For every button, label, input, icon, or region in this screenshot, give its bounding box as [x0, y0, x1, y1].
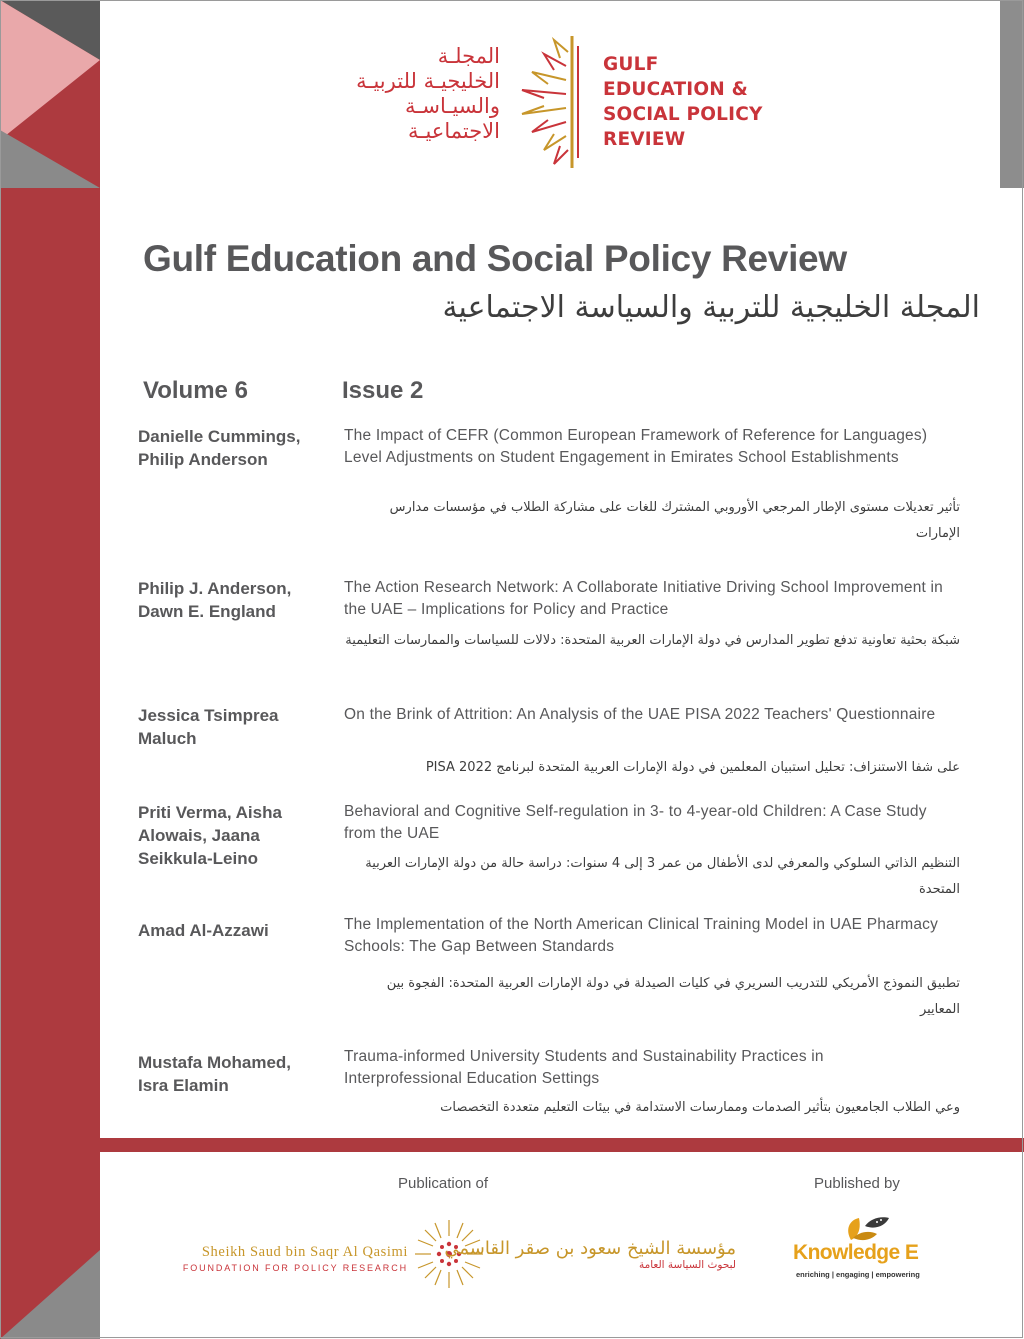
- ssq-subtitle-en: FOUNDATION FOR POLICY RESEARCH: [182, 1263, 408, 1273]
- left-red-band: [0, 0, 100, 1339]
- article-authors: Philip J. Anderson, Dawn E. England: [138, 579, 292, 621]
- publication-of-label: Publication of: [398, 1175, 489, 1192]
- article-authors: Danielle Cummings, Philip Anderson: [138, 427, 301, 469]
- article-title-ar[interactable]: تأثير تعديلات مستوى الإطار المرجعي الأوروبي المشترك للغات على مشاركة الطلاب في مؤسسات مدارس الإمارات: [389, 500, 960, 541]
- gray-accent-right: [1000, 0, 1024, 188]
- published-by-label: Published by: [814, 1175, 900, 1192]
- article-title-en[interactable]: Trauma-informed University Students and Sustainability Practices in Interprofessional Education Settings: [344, 1048, 824, 1087]
- volume-label: Volume 6: [143, 377, 248, 404]
- article-authors: Jessica Tsimprea Maluch: [138, 706, 279, 748]
- article-title-ar[interactable]: التنظيم الذاتي السلوكي والمعرفي لدى الأطفال من عمر 3 إلى 4 سنوات: دراسة حالة من دولة الإمارات العربية المتحدة: [365, 856, 960, 897]
- journal-emblem-icon: [508, 32, 600, 172]
- journal-name-arabic: المجلـة الخليجيـة للتربيـة والسيـاسـة الاجتماعيـة: [356, 44, 500, 143]
- article-title-ar[interactable]: على شفا الاستنزاف: تحليل استبيان المعلمين في دولة الإمارات العربية المتحدة لبرنامج PISA 2022: [425, 760, 960, 775]
- journal-name-english: GULF EDUCATION & SOCIAL POLICY REVIEW: [603, 54, 763, 150]
- knowledge-e-tagline: enriching | engaging | empowering: [796, 1270, 920, 1279]
- ssq-logo-english: [172, 1244, 408, 1273]
- article-title-en[interactable]: The Action Research Network: A Collaborate Initiative Driving School Improvement in the UAE – Implications for Policy and Practice: [344, 579, 943, 618]
- article-title-ar[interactable]: شبكة بحثية تعاونية تدفع تطوير المدارس في دولة الإمارات العربية المتحدة: دلالات للسياسات والممارسات التعليمية: [345, 633, 960, 648]
- article-authors: Priti Verma, Aisha Alowais, Jaana Seikkula-Leino: [138, 803, 282, 868]
- article-title-en[interactable]: On the Brink of Attrition: An Analysis of the UAE PISA 2022 Teachers' Questionnaire: [344, 706, 936, 723]
- article-authors: Mustafa Mohamed, Isra Elamin: [138, 1053, 292, 1095]
- article-title-ar[interactable]: وعي الطلاب الجامعيون بتأثير الصدمات وممارسات الاستدامة في بيئات التعليم متعددة التخصصات: [440, 1100, 960, 1115]
- ssq-name-en: Sheikh Saud bin Saqr Al Qasimi: [201, 1244, 408, 1260]
- red-divider-bottom: [100, 1138, 1024, 1152]
- ssq-name-ar: مؤسسة الشيخ سعود بن صقر القاسمي: [444, 1238, 736, 1259]
- article-title-en[interactable]: The Implementation of the North American Clinical Training Model in UAE Pharmacy Schools: The Gap Between Standards: [344, 916, 939, 955]
- article-title-en[interactable]: Behavioral and Cognitive Self-regulation in 3- to 4-year-old Children: A Case Study from the UAE: [344, 803, 927, 842]
- ssq-logo-arabic: [444, 1238, 736, 1271]
- journal-title: Gulf Education and Social Policy Review: [143, 238, 847, 279]
- knowledge-e-name: Knowledge E: [793, 1241, 919, 1264]
- article-title-ar[interactable]: تطبيق النموذج الأمريكي للتدريب السريري في كليات الصيدلة في دولة الإمارات العربية المتحدة: الفجوة بين المعايير: [386, 976, 960, 1017]
- journal-title-arabic: المجلة الخليجية للتربية والسياسة الاجتماعية: [442, 290, 980, 325]
- article-authors: Amad Al-Azzawi: [138, 921, 269, 940]
- article-title-en[interactable]: The Impact of CEFR (Common European Framework of Reference for Languages) Level Adjustments on Student Engagement in Emirates School Establishments: [344, 427, 928, 466]
- issue-label: Issue 2: [342, 377, 424, 404]
- ssq-subtitle-ar: لبحوث السياسة العامة: [638, 1259, 736, 1271]
